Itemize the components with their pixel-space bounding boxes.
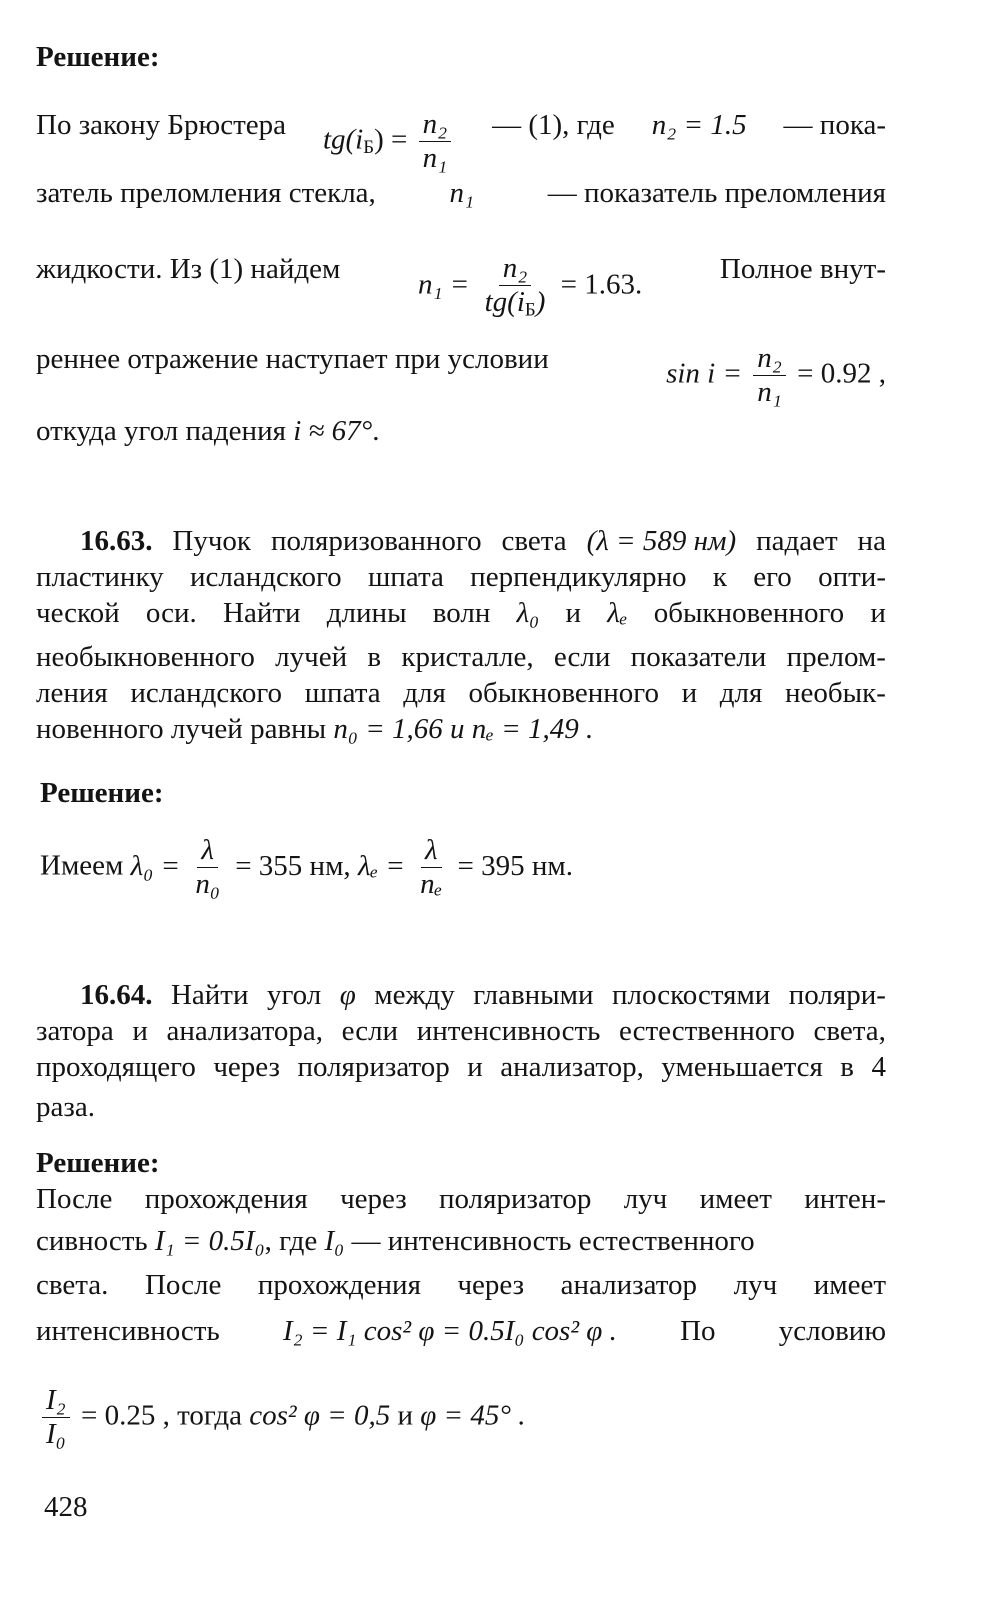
formula: n₀ = 1,66 и nₑ = 1,49 . <box>333 713 594 745</box>
solution-heading-1: Решение: <box>36 41 160 73</box>
formula: I₀ <box>324 1225 345 1257</box>
fraction: $\frac{\lambda}{\text{nₑ}}$ <box>420 834 443 901</box>
text-line <box>40 834 886 902</box>
text-line: $\frac{\text{I₂}}{\text{I₀}}$ = 0.25 , тогда cos² φ = 0,5 и φ = 45° . <box>42 1384 886 1452</box>
text-line: света. После прохождения через анализатор луч имеет <box>36 1269 886 1301</box>
solution-heading-3: Решение: <box>36 1147 160 1179</box>
text: — (1), где <box>492 109 615 141</box>
problem-63-line: новенного лучей равны n₀ = 1,66 и nₑ = 1,49 . <box>36 713 594 745</box>
formula: I₂ = I₁ cos² φ = 0.5I₀ cos² φ . <box>282 1315 617 1347</box>
problem-63-line: 16.63. Пучок поляризованного света (λ = 589 нм) падает на <box>80 525 886 557</box>
problem-64-line: проходящего через поляризатор и анализатор, уменьшается в 4 <box>36 1051 886 1083</box>
text-line: После прохождения через поляризатор луч имеет интен- <box>36 1183 886 1215</box>
problem-63-line: необыкновенного лучей в кристалле, если показатели прелом- <box>36 641 886 673</box>
fraction: $\frac{\text{n₂}}{\text{n₁}}$ <box>419 108 452 176</box>
problem-64-line: затора и анализатора, если интенсивность естественного света, <box>36 1015 886 1047</box>
formula: I₁ = 0.5I₀ <box>154 1225 265 1257</box>
text: Имеем <box>40 849 124 882</box>
text-line <box>36 108 886 176</box>
text: реннее отражение наступает при условии <box>36 343 549 375</box>
fraction: $\frac{\text{I₂}}{\text{I₀}}$ <box>42 1384 70 1452</box>
formula: λ₀ = $\frac{\lambda}{\text{n₀}}$ = 355 нм, <box>130 834 351 901</box>
formula: φ = 45° . <box>420 1399 526 1432</box>
text-line <box>36 342 886 410</box>
formula: n₂ = 1.5 <box>651 109 747 141</box>
formula: n₁ = $\frac{\text{n₂}}{tg(i_Б)}$ = 1.63. <box>417 252 643 322</box>
fraction: $\frac{\lambda}{\text{n₀}}$ <box>195 834 220 901</box>
problem-63-line: пластинку исландского шпата перпендикулярно к его опти- <box>36 561 886 593</box>
page-number: 428 <box>44 1491 88 1523</box>
fraction: $\frac{\text{n₂}}{\text{n₁}}$ <box>753 342 786 410</box>
problem-number: 16.64. <box>80 979 153 1011</box>
formula: sin i = $\frac{\text{n₂}}{\text{n₁}}$ = 0.92 , <box>666 342 886 409</box>
formula: i ≈ 67° <box>293 415 373 447</box>
text-line <box>36 176 886 210</box>
text-line: интенсивность I₂ = I₁ cos² φ = 0.5I₀ cos² φ . По условию <box>36 1315 886 1347</box>
problem-64-line: 16.64. Найти угол φ между главными плоскостями поляри- <box>80 979 886 1011</box>
formula: $tg(i_Б)$ = $\frac{\text{n₂}}{\text{n₁}}$ <box>323 108 455 176</box>
text: — показатель преломления <box>547 177 886 209</box>
solution-heading-2: Решение: <box>40 777 164 809</box>
text: — пока- <box>783 109 886 141</box>
problem-number: 16.63. <box>80 525 153 557</box>
formula: λₑ = $\frac{\lambda}{\text{nₑ}}$ = 395 нм. <box>357 834 574 901</box>
problem-64-line: раза. <box>36 1091 95 1123</box>
problem-63-line: ческой оси. Найти длины волн λ₀ и λₑ обыкновенного и <box>36 597 886 629</box>
text: По закону Брюстера <box>36 109 287 141</box>
text: жидкости. Из (1) найдем <box>36 253 341 285</box>
problem-63-line: ления исландского шпата для обыкновенного и для необык- <box>36 677 886 709</box>
text-line <box>36 252 886 322</box>
text: Полное внут- <box>719 253 886 285</box>
fraction: $\frac{\text{n₂}}{tg(i_Б)}$ <box>484 252 546 322</box>
text-line: откуда угол падения i ≈ 67°. <box>36 415 380 447</box>
formula: n₁ <box>449 177 475 209</box>
text-line: сивность I₁ = 0.5I₀, где I₀ — интенсивность естественного <box>36 1225 755 1257</box>
text: затель преломления стекла, <box>36 177 376 209</box>
formula: cos² φ = 0,5 <box>249 1399 391 1432</box>
text: откуда угол падения <box>36 415 286 447</box>
